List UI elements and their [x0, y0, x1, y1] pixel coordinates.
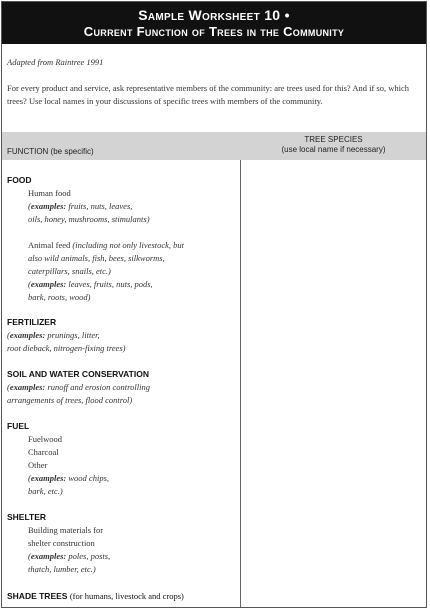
food-heading: FOOD	[7, 175, 32, 185]
soil-water-heading: SOIL AND WATER CONSERVATION	[7, 369, 149, 379]
worksheet-header	[2, 2, 426, 44]
tree-species-header-line2: (use local name if necessary)	[281, 145, 386, 154]
shelter-examples: (examples: poles, posts,	[28, 551, 111, 561]
animal-feed-note: also wild animals, fish, bees, silkworms,	[28, 253, 165, 263]
fuel-examples-cont: bark, etc.)	[28, 486, 63, 496]
tree-species-header-line1: TREE SPECIES	[304, 135, 363, 144]
human-food-examples-cont: oils, honey, mushrooms, stimulants)	[28, 214, 150, 224]
fuelwood-label: Fuelwood	[28, 434, 62, 444]
shelter-heading: SHELTER	[7, 512, 47, 522]
shelter-examples-cont: thatch, lumber, etc.)	[28, 564, 96, 574]
fertilizer-heading: FERTILIZER	[7, 317, 57, 327]
worksheet-title: Current Function of Trees in the Community	[83, 24, 345, 39]
shade-trees-heading: SHADE TREES (for humans, livestock and crops)	[7, 591, 184, 601]
function-column-header: FUNCTION (be specific)	[7, 147, 94, 156]
soil-water-examples: (examples: runoff and erosion controlling	[7, 382, 150, 392]
animal-feed-examples-cont: bark, roots, wood)	[28, 292, 91, 302]
other-fuel-label: Other	[28, 460, 48, 470]
animal-feed-examples: (examples: leaves, fruits, nuts, pods,	[28, 279, 153, 289]
fertilizer-examples-cont: root dieback, nitrogen-fixing trees)	[7, 343, 126, 353]
animal-feed-label: Animal feed (including not only livestock, but	[28, 240, 185, 250]
worksheet-number: Sample Worksheet 10 •	[138, 7, 290, 23]
soil-water-examples-cont: arrangements of trees, flood control)	[7, 395, 133, 405]
human-food-label: Human food	[28, 188, 71, 198]
source-note: Adapted from Raintree 1991	[7, 57, 104, 67]
building-materials-label: Building materials for	[28, 525, 104, 535]
instructions-paragraph: For every product and service, ask representative members of the community: are trees used for this? And if so, which trees? Use local names in your discussions of specific trees with members of the community.	[7, 83, 409, 106]
animal-feed-note-cont: caterpillars, snails, etc.)	[28, 266, 111, 276]
tree-species-column-header	[241, 135, 426, 155]
column-header-bar	[2, 132, 426, 160]
charcoal-label: Charcoal	[28, 447, 59, 457]
column-divider	[240, 160, 241, 607]
fertilizer-examples: (examples: prunings, litter,	[7, 330, 100, 340]
shelter-construction-label: shelter construction	[28, 538, 95, 548]
fuel-heading: FUEL	[7, 421, 30, 431]
human-food-examples: (examples: fruits, nuts, leaves,	[28, 201, 133, 211]
fuel-examples: (examples: wood chips,	[28, 473, 110, 483]
worksheet	[1, 1, 427, 608]
